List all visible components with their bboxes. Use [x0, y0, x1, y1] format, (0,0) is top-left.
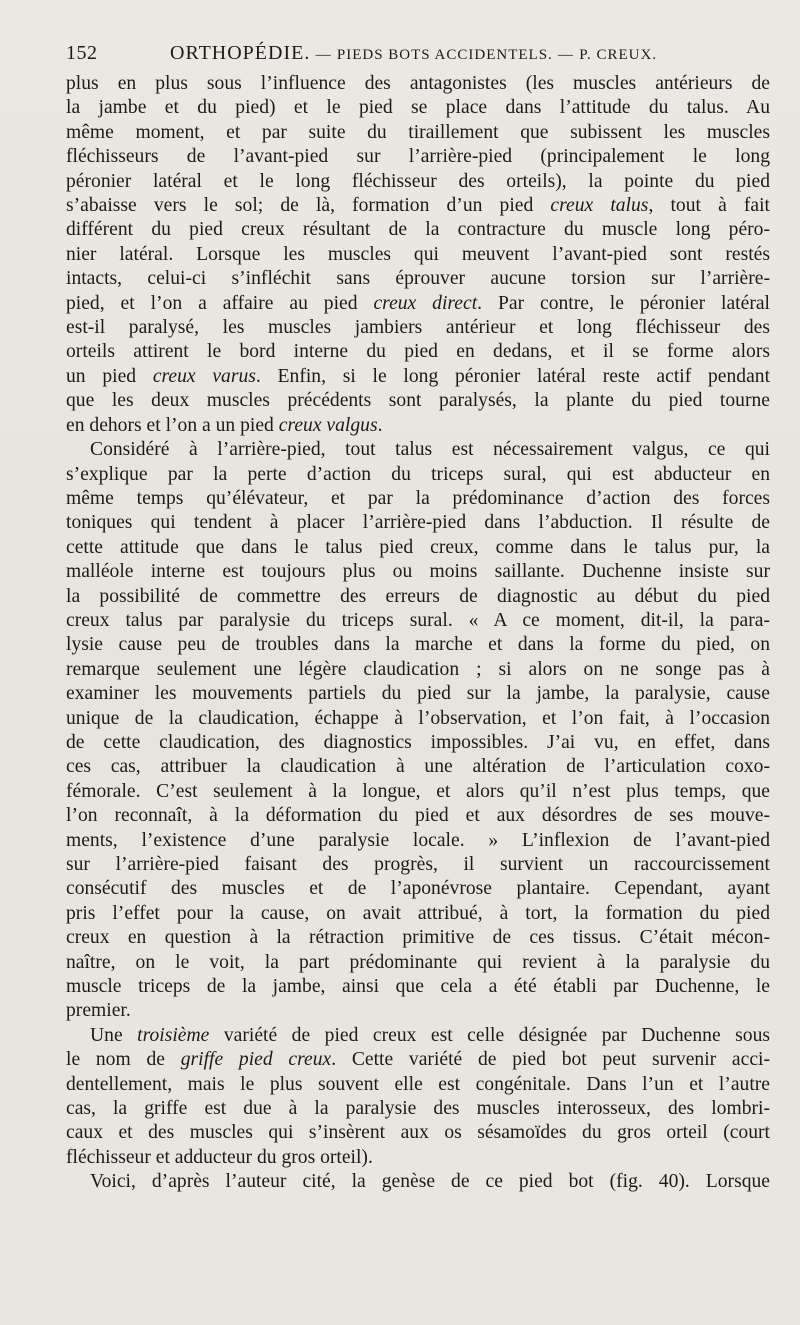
line-text: premier. — [66, 1000, 131, 1022]
text-line — [66, 96, 770, 120]
text-line — [66, 1146, 770, 1170]
header-section: PIEDS BOTS ACCIDENTELS. — [336, 47, 553, 63]
line-text: . Par contre, le péronier latéral — [477, 292, 770, 314]
line-text: la jambe et du pied) et le pied se place dans l’attitude du talus. Au — [66, 97, 770, 119]
text-line — [66, 731, 770, 755]
line-text: ces cas, attribuer la claudication à une altération de l’articulation coxo- — [66, 756, 770, 778]
line-text: ments, l’existence d’une paralysie locale. » L’inflexion de l’avant-pied — [66, 829, 770, 851]
line-text: lysie cause peu de troubles dans la marche et dans la forme du pied, on — [66, 634, 770, 656]
text-line — [66, 487, 770, 511]
text-line — [66, 340, 770, 364]
text-line — [66, 1048, 770, 1072]
line-text: , tout à fait — [648, 195, 770, 217]
line-text: Considéré à l’arrière-pied, tout talus est nécessairement valgus, ce qui — [90, 439, 770, 461]
text-line — [66, 511, 770, 535]
italic-term: creux valgus — [278, 414, 378, 436]
line-text: l’on reconnaît, à la déformation du pied et aux désordres de ses mouve- — [66, 805, 770, 827]
line-text: malléole interne est toujours plus ou moins saillante. Duchenne insiste sur — [66, 561, 770, 583]
text-line — [66, 853, 770, 877]
text-line — [66, 316, 770, 340]
line-text: plus en plus sous l’influence des antagonistes (les muscles antérieurs de — [66, 73, 770, 94]
text-line — [66, 1170, 770, 1194]
text-line — [66, 365, 770, 389]
line-text: creux talus par paralysie du triceps sural. « A ce moment, dit-il, la para- — [66, 609, 770, 631]
body-text — [66, 72, 770, 1195]
line-text: de cette claudication, des diagnostics impossibles. J’ai vu, en effet, dans — [66, 731, 770, 753]
line-text: creux en question à la rétraction primitive de ces tissus. C’était mécon- — [66, 927, 770, 949]
text-line — [66, 633, 770, 657]
text-line — [66, 72, 770, 96]
running-header — [66, 42, 770, 72]
line-text: variété de pied creux est celle désignée par Duchenne sous — [209, 1024, 770, 1046]
line-text: . — [377, 414, 383, 436]
line-text: caux et des muscles qui s’insèrent aux os sésamoïdes du gros orteil (court — [66, 1122, 770, 1144]
line-text: fémorale. C’est seulement à la longue, et alors qu’il n’est plus temps, que — [66, 780, 770, 802]
text-line — [66, 999, 770, 1023]
line-text: toniques qui tendent à placer l’arrière-pied dans l’abduction. Il résulte de — [66, 512, 770, 534]
text-line — [66, 682, 770, 706]
line-text: pris l’effet pour la cause, on avait attribué, à tort, la formation du pied — [66, 902, 770, 924]
line-text: cette attitude que dans le talus pied creux, comme dans le talus pur, la — [66, 536, 770, 558]
line-text: consécutif des muscles et de l’aponévrose plantaire. Cependant, ayant — [66, 878, 770, 900]
text-line — [66, 902, 770, 926]
header-dash-2: — — [558, 47, 575, 63]
line-text: même temps qu’élévateur, et par la prédominance d’action des forces — [66, 487, 770, 509]
text-line — [66, 609, 770, 633]
italic-term: creux varus — [152, 365, 256, 387]
text-line — [66, 780, 770, 804]
text-line — [66, 145, 770, 169]
text-line — [66, 1121, 770, 1145]
line-text: Une — [90, 1024, 138, 1046]
line-text: même moment, et par suite du tiraillement que subissent les muscles — [66, 121, 770, 143]
text-line — [66, 926, 770, 950]
line-text: orteils attirent le bord interne du pied en dedans, et il se forme alors — [66, 341, 770, 363]
line-text: remarque seulement une légère claudication ; si alors on ne songe pas à — [66, 658, 770, 680]
text-line — [66, 707, 770, 731]
text-line — [66, 975, 770, 999]
text-line — [66, 414, 770, 438]
header-subsection: P. CREUX. — [579, 47, 658, 63]
italic-term: troisième — [137, 1024, 210, 1046]
italic-term: griffe pied creux — [180, 1049, 332, 1071]
line-text: un pied — [66, 365, 153, 387]
running-title — [170, 42, 657, 65]
line-text: . Enfin, si le long péronier latéral reste actif pendant — [255, 365, 770, 387]
text-line — [66, 951, 770, 975]
line-text: différent du pied creux résultant de la contracture du muscle long péro- — [66, 219, 770, 241]
line-text: en dehors et l’on a un pied — [66, 414, 279, 436]
text-line — [66, 1024, 770, 1048]
text-line — [66, 560, 770, 584]
header-dash-1: — — [315, 47, 332, 63]
line-text: . Cette variété de pied bot peut survenir acci- — [331, 1049, 770, 1071]
text-line — [66, 755, 770, 779]
line-text: que les deux muscles précédents sont paralysés, la plante du pied tourne — [66, 390, 770, 412]
line-text: fléchisseur et adducteur du gros orteil). — [66, 1146, 373, 1168]
line-text: péronier latéral et le long fléchisseur des orteils), la pointe du pied — [66, 170, 770, 192]
line-text: pied, et l’on a affaire au pied — [66, 292, 374, 314]
line-text: la possibilité de commettre des erreurs de diagnostic au début du pied — [66, 585, 770, 607]
text-line — [66, 389, 770, 413]
text-line — [66, 243, 770, 267]
text-line — [66, 194, 770, 218]
line-text: naître, on le voit, la part prédominante qui revient à la paralysie du — [66, 951, 770, 973]
text-line — [66, 585, 770, 609]
line-text: nier latéral. Lorsque les muscles qui meuvent l’avant-pied sont restés — [66, 243, 770, 265]
line-text: sur l’arrière-pied faisant des progrès, il survient un raccourcissement — [66, 854, 770, 875]
text-line — [66, 438, 770, 462]
text-line — [66, 218, 770, 242]
text-line — [66, 829, 770, 853]
header-title: ORTHOPÉDIE. — [170, 42, 311, 64]
page-number: 152 — [66, 42, 98, 64]
italic-term: creux talus — [550, 195, 649, 217]
line-text: s’abaisse vers le sol; de là, formation d’un pied — [66, 195, 551, 217]
text-line — [66, 170, 770, 194]
text-line — [66, 1073, 770, 1097]
line-text: s’explique par la perte d’action du triceps sural, qui est abducteur en — [66, 463, 770, 485]
line-text: muscle triceps de la jambe, ainsi que cela a été établi par Duchenne, le — [66, 976, 770, 998]
text-line — [66, 463, 770, 487]
line-text: dentellement, mais le plus souvent elle est congénitale. Dans l’un et l’autre — [66, 1073, 770, 1095]
line-text: examiner les mouvements partiels du pied sur la jambe, la paralysie, cause — [66, 683, 770, 705]
line-text: intacts, celui-ci s’infléchit sans éprouver aucune torsion sur l’arrière- — [66, 268, 770, 290]
text-line — [66, 121, 770, 145]
text-line — [66, 804, 770, 828]
text-line — [66, 877, 770, 901]
line-text: le nom de — [66, 1049, 181, 1071]
text-line — [66, 536, 770, 560]
line-text: unique de la claudication, échappe à l’observation, et l’on fait, à l’occasion — [66, 707, 770, 729]
text-line — [66, 1097, 770, 1121]
text-line — [66, 292, 770, 316]
text-line — [66, 267, 770, 291]
line-text: est-il paralysé, les muscles jambiers antérieur et long fléchisseur des — [66, 317, 770, 339]
line-text: fléchisseurs de l’avant-pied sur l’arrière-pied (principalement le long — [66, 146, 770, 168]
text-line — [66, 658, 770, 682]
line-text: cas, la griffe est due à la paralysie des muscles interosseux, des lombri- — [66, 1098, 770, 1120]
line-text: Voici, d’après l’auteur cité, la genèse de ce pied bot (fig. 40). Lorsque — [90, 1171, 770, 1193]
italic-term: creux direct — [373, 292, 478, 314]
